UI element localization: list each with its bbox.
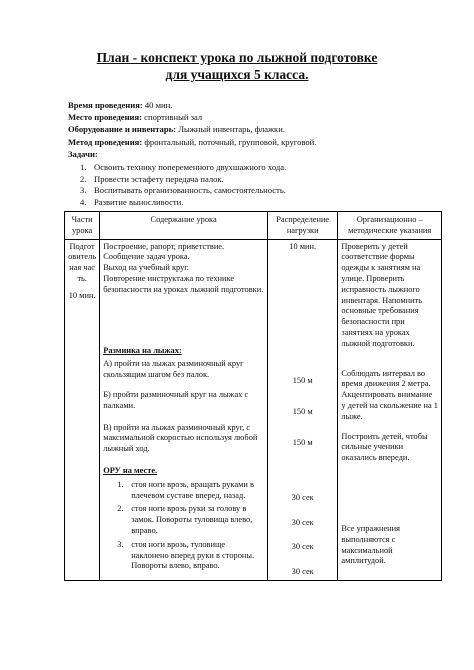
load-value: 30 сек <box>291 542 314 552</box>
notes-text: Проверить у детей соответствие формы одежды к занятиям на улице. Проверить исправность лыжного инвентаря. Напомнить основные требования безопасности при занятиях на уроках лыжной подготовки. <box>341 241 423 348</box>
task-number: 1. <box>80 162 87 172</box>
oru-title: ОРУ на месте. <box>103 465 158 475</box>
lesson-part-cell <box>65 239 100 580</box>
time-label: Время проведения: <box>68 100 143 110</box>
info-method <box>68 136 428 148</box>
time-value: 40 мин. <box>142 100 173 110</box>
exercise-item <box>109 480 264 502</box>
header-content: Содержание урока <box>100 212 268 240</box>
task-text: Развитие выносливости. <box>94 196 184 207</box>
info-tasks-label <box>68 148 428 160</box>
load-value: 150 м <box>292 437 313 447</box>
task-item <box>80 162 286 174</box>
notes-text: Соблюдать интервал во время движения 2 метра. Акцентировать внимание у детей на скольжение на 1 лыже. <box>341 368 438 421</box>
equipment-value: Лыжный инвентарь, флажки. <box>176 124 285 134</box>
info-time <box>68 99 428 111</box>
header-load: Распределение нагрузки <box>267 212 337 240</box>
task-item <box>80 174 286 186</box>
load-value: 30 сек <box>291 492 314 502</box>
notes-text: Все упражнения выполняются с максимальной амплитудой. <box>341 523 400 566</box>
warmup-b-text: Б) пройти разминочный круг на лыжах с палками. <box>103 389 249 410</box>
info-equipment <box>68 123 428 135</box>
header-notes: Организационно – методические указания <box>338 212 442 240</box>
content-line: Выход на учебный круг. <box>103 263 189 273</box>
task-text: Освоить технику попеременного двухшажного хода. <box>94 162 287 172</box>
load-value: 30 сек <box>291 567 314 577</box>
exercise-item <box>109 504 264 536</box>
exercise-item <box>109 540 264 572</box>
warmup-c-text: В) пройти на лыжах разминочный круг, с максимальной скоростью используя любой лыжный ход. <box>103 422 258 454</box>
load-value: 30 сек <box>291 517 314 527</box>
content-line: Построение, рапорт, приветствие. <box>103 241 225 251</box>
notes-text: Построить детей, чтобы сильные ученики оказались впереди. <box>341 431 428 463</box>
task-item <box>80 197 286 209</box>
task-number: 2. <box>80 173 87 184</box>
load-value: 10 мин. <box>289 241 317 251</box>
exercise-number: 1. <box>117 479 124 489</box>
lesson-plan-table <box>64 211 442 581</box>
task-text: Воспитывать организованность, самостоятельность. <box>94 185 286 196</box>
load-value: 150 м <box>292 407 313 417</box>
exercise-text: стоя ноги врозь, вращать руками в плечевом суставе вперед, назад. <box>131 479 254 500</box>
document-subtitle <box>0 66 474 83</box>
title-line-2: для учащихся 5 класса. <box>165 67 309 82</box>
notes-cell <box>338 239 442 580</box>
task-item <box>80 185 286 197</box>
table-header-row <box>65 212 442 240</box>
warmup-a-text: А) пройти на лыжах разминочный круг скользящим шагом без палок. <box>103 359 244 380</box>
title-line-1: План - конспект урока по лыжной подготовке <box>96 50 378 65</box>
place-label: Место проведения: <box>68 112 143 122</box>
equipment-label: Оборудование и инвентарь: <box>68 124 177 134</box>
content-line: Сообщение задач урока. <box>103 252 190 262</box>
load-cell <box>267 239 337 580</box>
task-number: 4. <box>80 196 87 207</box>
header-parts: Части урока <box>65 212 100 240</box>
tasks-list <box>80 162 286 208</box>
exercise-text: стоя ноги врозь руки за голову в замок. Повороты туловища влево, вправо. <box>131 504 253 535</box>
task-text: Провести эстафету передача палок. <box>94 173 224 184</box>
task-number: 3. <box>80 185 87 196</box>
table-row <box>65 239 442 580</box>
part-name: Подготовительная часть. <box>68 241 97 283</box>
content-line: Повторение инструктажа по технике безопасности на уроках лыжной подготовки. <box>103 273 264 294</box>
info-place <box>68 111 428 123</box>
method-value: фронтальный, поточный, групповой, круговой. <box>142 137 317 147</box>
exercise-number: 2. <box>117 504 124 514</box>
load-value: 150 м <box>292 376 313 386</box>
exercise-number: 3. <box>117 539 124 549</box>
method-label: Метод проведения: <box>68 137 143 147</box>
part-time: 10 мин. <box>68 290 96 300</box>
exercise-text: стоя ноги врозь, туловище наклонено вперед руки в стороны. Повороты влево, вправо. <box>131 539 255 571</box>
content-cell <box>100 239 268 580</box>
document-title <box>0 49 474 66</box>
warmup-title: Разминка на лыжах: <box>103 345 182 355</box>
tasks-label: Задачи: <box>68 149 98 159</box>
place-value: спортивный зал <box>142 112 203 122</box>
